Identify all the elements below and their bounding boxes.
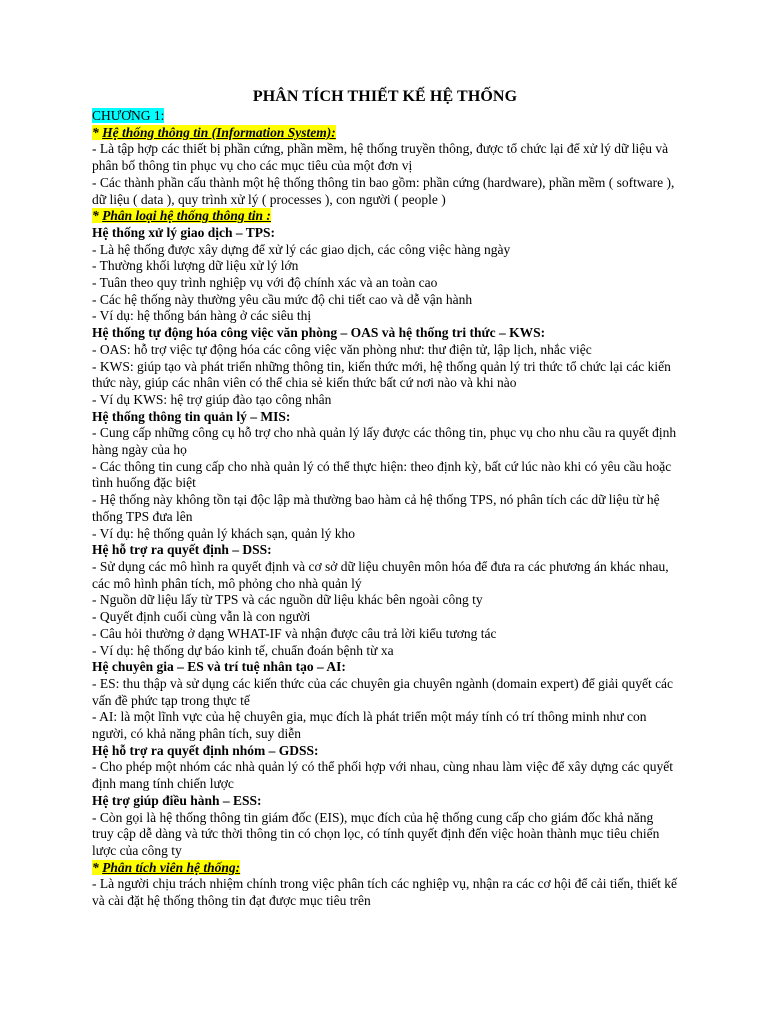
paragraph: - Quyết định cuối cùng vẫn là con người xyxy=(92,609,311,625)
paragraph: - Các hệ thống này thường yêu cầu mức độ chi tiết cao và dễ vận hành xyxy=(92,291,473,307)
paragraph: - OAS: hỗ trợ việc tự động hóa các công việc văn phòng như: thư điện tử, lập lịch, nhắc việc xyxy=(92,341,592,357)
paragraph: - Ví dụ: hệ thống bán hàng ở các siêu thị xyxy=(92,308,312,324)
paragraph: - Cung cấp những công cụ hỗ trợ cho nhà quản lý lấy được các thông tin, phục vụ cho nhu cầu ra quyết định hàng ngày của họ xyxy=(92,425,677,458)
paragraph: - Là người chịu trách nhiệm chính trong việc phân tích các nghiệp vụ, nhận ra các cơ hội để cải tiến, thiết kế và cài đặt hệ thống thông tin đạt được mục tiêu trên xyxy=(92,876,678,909)
section-title: Phân loại hệ thống thông tin : xyxy=(102,208,271,224)
paragraph: - Còn gọi là hệ thống thông tin giám đốc (EIS), mục đích của hệ thống cung cấp cho giám đốc khả năng truy cập dễ dàng và tức thời thông tin có chọn lọc, có tính quyết định đến việc hoàn thành mục tiêu chiến lược của công ty xyxy=(92,809,660,858)
section-title: Hệ thống thông tin (Information System): xyxy=(102,124,336,140)
paragraph: - Các thành phần cấu thành một hệ thống thông tin bao gồm: phần cứng (hardware), phần mềm ( software ), dữ liệu ( data ), quy trình xử lý ( processes ), con người ( people ) xyxy=(92,174,675,207)
subheading-es-ai: Hệ chuyên gia – ES và trí tuệ nhân tạo – AI: xyxy=(92,659,346,675)
paragraph: - AI: là một lĩnh vực của hệ chuyên gia, mục đích là phát triển một máy tính có trí thông minh như con người, có khả năng phân tích, suy diễn xyxy=(92,709,647,742)
paragraph: - Câu hỏi thường ở dạng WHAT-IF và nhận được câu trả lời kiểu tương tác xyxy=(92,625,497,641)
paragraph: - Các thông tin cung cấp cho nhà quản lý có thể thực hiện: theo định kỳ, bất cứ lúc nào khi có yêu cầu hoặc tình huống đặc biệt xyxy=(92,458,672,491)
subheading-gdss: Hệ hỗ trợ ra quyết định nhóm – GDSS: xyxy=(92,742,319,758)
paragraph: - Hệ thống này không tồn tại độc lập mà thường bao hàm cả hệ thống TPS, nó phân tích các dữ liệu từ hệ thống TPS đưa lên xyxy=(92,492,660,524)
section-title: Phân tích viên hệ thống: xyxy=(102,859,241,875)
paragraph: - Là hệ thống được xây dựng để xử lý các giao dịch, các công việc hàng ngày xyxy=(92,241,511,257)
section-heading-analyst xyxy=(92,860,678,877)
chapter-label: CHƯƠNG 1: xyxy=(92,108,165,123)
section-heading-information-system xyxy=(92,125,678,142)
paragraph: - Thường khối lượng dữ liệu xử lý lớn xyxy=(92,258,299,274)
subheading-oas-kws: Hệ thống tự động hóa công việc văn phòng – OAS và hệ thống tri thức – KWS: xyxy=(92,325,546,341)
paragraph: - Ví dụ: hệ thống quản lý khách sạn, quản lý kho xyxy=(92,525,355,541)
paragraph: - Là tập hợp các thiết bị phần cứng, phần mềm, hệ thống truyền thông, được tổ chức lại để xử lý dữ liệu và phân bố thông tin phục vụ cho các mục tiêu của một đơn vị xyxy=(92,141,669,174)
paragraph: - Cho phép một nhóm các nhà quản lý có thể phối hợp với nhau, cùng nhau làm việc để xây dựng các quyết định mang tính chiến lược xyxy=(92,759,673,792)
paragraph: - Ví dụ KWS: hệ trợ giúp đào tạo công nhân xyxy=(92,391,332,407)
subheading-dss: Hệ hỗ trợ ra quyết định – DSS: xyxy=(92,542,272,558)
document-title: PHÂN TÍCH THIẾT KẾ HỆ THỐNG xyxy=(252,88,518,105)
section-bullet: * xyxy=(92,859,103,875)
paragraph: - Ví dụ: hệ thống dự báo kinh tế, chuẩn đoán bệnh từ xa xyxy=(92,642,394,658)
paragraph: - KWS: giúp tạo và phát triển những thông tin, kiến thức mới, hệ thống quản lý tri thức tổ chức lại các kiến thức này, giúp các nhân viên có thể chia sẻ kiến thức bất cứ nơi nào và khi nào xyxy=(92,358,671,391)
paragraph: - Sử dụng các mô hình ra quyết định và cơ sở dữ liệu chuyên môn hóa để đưa ra các phương án khác nhau, các mô hình phân tích, mô phỏng cho nhà quản lý xyxy=(92,558,669,591)
paragraph: - Nguồn dữ liệu lấy từ TPS và các nguồn dữ liệu khác bên ngoài công ty xyxy=(92,592,483,608)
chapter-heading xyxy=(92,108,678,125)
subheading-ess: Hệ trợ giúp điều hành – ESS: xyxy=(92,792,262,808)
paragraph: - ES: thu thập và sử dụng các kiến thức của các chuyên gia chuyên ngành (domain expert) để giải quyết các vấn đề phức tạp trong thực tế xyxy=(92,675,674,708)
document-page xyxy=(92,86,678,910)
paragraph: - Tuân theo quy trình nghiệp vụ với độ chính xác và an toàn cao xyxy=(92,275,438,291)
section-bullet: * xyxy=(92,124,103,140)
subheading-tps: Hệ thống xử lý giao dịch – TPS: xyxy=(92,224,276,240)
subheading-mis: Hệ thống thông tin quản lý – MIS: xyxy=(92,408,291,424)
section-heading-classification xyxy=(92,208,678,225)
section-bullet: * xyxy=(92,208,103,224)
